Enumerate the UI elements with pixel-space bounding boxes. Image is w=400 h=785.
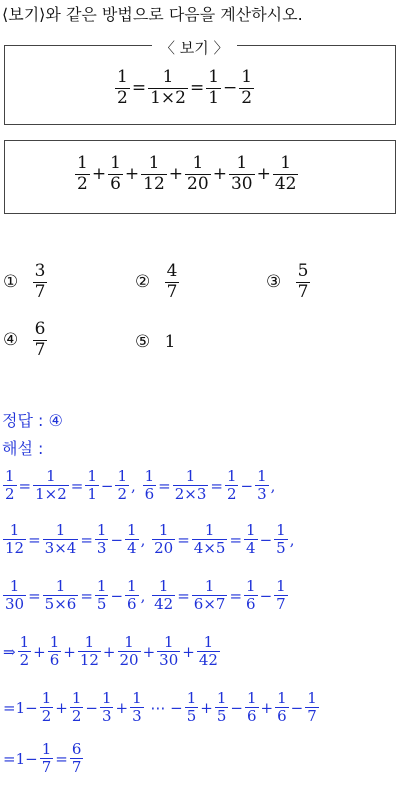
- explanation-line: ⇒ $\frac{1}{2}$ + $\frac{1}{6}$ + $\frac{1}{12}$ + $\frac{1}{20}$ + $\frac{1}{30}$ + $\frac{1}{42}$: [3, 633, 218, 670]
- explanation-line: =1− $\frac{1}{2}$ + $\frac{1}{2}$ − $\frac{1}{3}$ + $\frac{1}{3}$ ⋯ − $\frac{1}{5}$ + $\frac{1}{5}$ − $\frac{1}{6}$ + $\frac{1}{6}$ − $\frac{1}{7}$: [3, 689, 317, 726]
- answer-line: [2, 408, 63, 431]
- answer-label: 정답 :: [2, 411, 44, 430]
- explanation-line: $\frac{1}{12}$ = $\frac{1}{3\times 4}$ = $\frac{1}{3}$ − $\frac{1}{4}$ , $\frac{1}{20}$ = $\frac{1}{4\times 5}$ = $\frac{1}{4}$ − $\frac{1}{5}$ ,: [5, 521, 295, 558]
- answer-value: ④: [48, 411, 63, 430]
- explanation-line: $\frac{1}{30}$ = $\frac{1}{5\times 6}$ = $\frac{1}{5}$ − $\frac{1}{6}$ , $\frac{1}{42}$ = $\frac{1}{6\times 7}$ = $\frac{1}{6}$ − $\frac{1}{7}$: [5, 577, 286, 614]
- choice-5[interactable]: ⑤ 1: [135, 331, 176, 352]
- problem-expression: $\frac{1}{2}$ + $\frac{1}{6}$ + $\frac{1}{12}$ + $\frac{1}{20}$ + $\frac{1}{30}$ + $\frac{1}{42}$: [77, 153, 297, 194]
- example-formula: $\frac{1}{2}$ = $\frac{1}{1\times 2}$ = $\frac{1}{1}$ − $\frac{1}{2}$: [117, 67, 253, 108]
- question-text: ⟨보기⟩와 같은 방법으로 다음을 계산하시오.: [2, 5, 303, 24]
- choice-1[interactable]: ① $\frac{3}{7}$: [3, 261, 46, 302]
- explanation-line: =1− $\frac{1}{7}$ = $\frac{6}{7}$: [3, 740, 82, 777]
- choice-2[interactable]: ② $\frac{4}{7}$: [135, 261, 178, 302]
- explanation-label: 해설 :: [2, 439, 44, 458]
- choice-4[interactable]: ④ $\frac{6}{7}$: [3, 319, 46, 360]
- example-title: 〈 보기 〉: [152, 37, 237, 58]
- explanation-line: $\frac{1}{2}$ = $\frac{1}{1\times 2}$ = $\frac{1}{1}$ − $\frac{1}{2}$ , $\frac{1}{6}$ = $\frac{1}{2\times 3}$ = $\frac{1}{2}$ − $\frac{1}{3}$ ,: [5, 467, 276, 504]
- choice-3[interactable]: ③ $\frac{5}{7}$: [266, 261, 309, 302]
